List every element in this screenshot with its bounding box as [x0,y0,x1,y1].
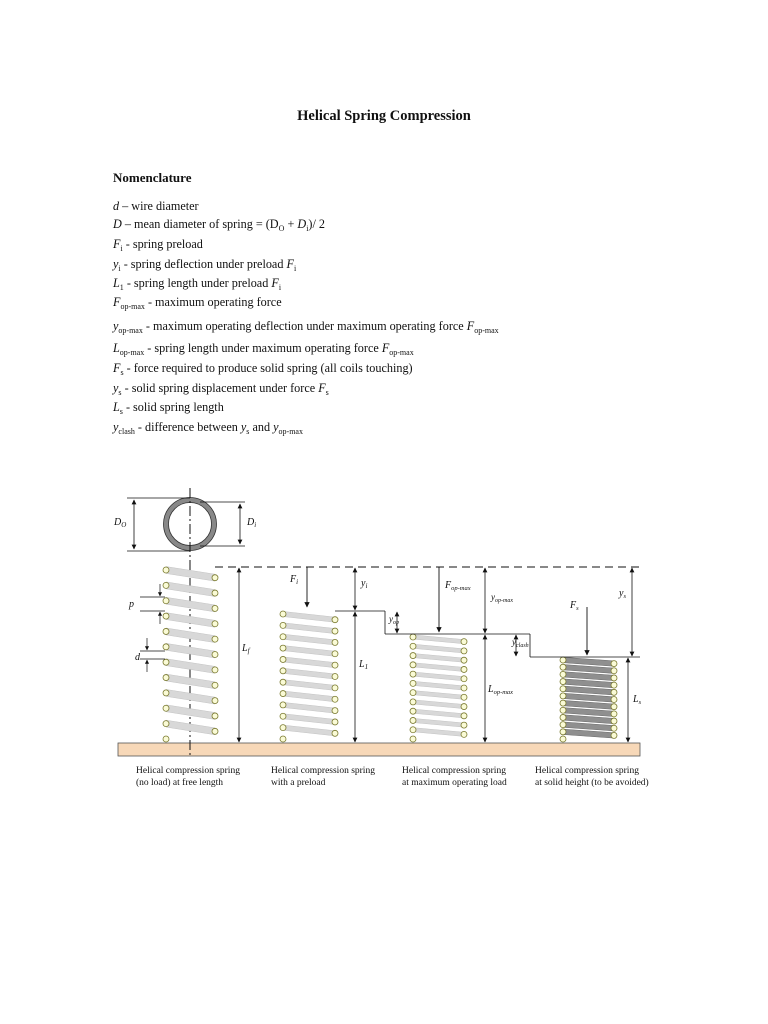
spring-solid-height [560,657,617,742]
coil-strip [413,663,464,672]
wire-section [461,676,467,682]
wire-section [163,582,169,588]
wire-section [280,679,286,685]
coil-strip [283,611,335,622]
wire-section [163,721,169,727]
wire-section [560,736,566,742]
wire-section [560,722,566,728]
wire-section [163,567,169,573]
spring-max-operating-load [410,634,467,742]
wire-section [280,702,286,708]
nomenclature-item: $y_i$ - spring deflection under preload $F_i$ [113,257,297,273]
wire-section [332,674,338,680]
svg-text:d: d [135,652,140,663]
wire-section [560,679,566,685]
section-heading-nomenclature: Nomenclature [113,170,192,185]
nomenclature-item: $L_1$ - spring length under preload $F_i$ [113,276,282,292]
wire-section [461,666,467,672]
wire-section [410,662,416,668]
caption-max-load: Helical compression spring at maximum operating load [402,766,507,788]
caption-solid-height: Helical compression spring at solid height (to be avoided) [535,766,649,788]
coil-strip [283,702,335,713]
wire-section [163,736,169,742]
wire-section [163,705,169,711]
wire-section [163,659,169,665]
wire-section [461,657,467,663]
coil-strip [413,691,464,700]
wire-section [611,668,617,674]
wire-section [332,708,338,714]
wire-section [212,682,218,688]
wire-section [212,575,218,581]
wire-section [280,668,286,674]
wire-section [611,697,617,703]
wire-section [611,732,617,738]
wire-section [560,671,566,677]
wire-section [212,590,218,596]
svg-text:Fs: $F_s$ [570,600,579,612]
spring-free-length [163,567,218,742]
wire-section [611,689,617,695]
svg-text:Di: $D_i$ [247,517,257,529]
wire-section [611,661,617,667]
nomenclature-item: $y_{op-max}$ - maximum operating deflection under maximum operating force $F_{op-max}$ [113,319,499,335]
wire-section [280,691,286,697]
coil-strip [283,623,335,634]
wire-section [560,686,566,692]
wire-section [212,667,218,673]
wire-section [280,634,286,640]
svg-text:DO: $D_O$ [114,517,127,529]
coil-strip [283,714,335,725]
wire-section [560,693,566,699]
svg-text:p: p [129,599,134,610]
svg-text:Lop-max: $L_{op-max}$ [488,684,514,696]
coil-strip [413,672,464,681]
caption-preload: Helical compression spring with a preload [271,766,375,788]
wire-section [611,704,617,710]
wire-section [611,725,617,731]
wire-section [212,728,218,734]
wire-section [560,707,566,713]
wire-section [560,657,566,663]
wire-section [410,708,416,714]
wire-section [410,634,416,640]
coil-strip [283,668,335,679]
wire-section [280,736,286,742]
wire-section [280,725,286,731]
wire-section [212,698,218,704]
page-title: Helical Spring Compression [297,108,471,124]
wire-section [280,611,286,617]
wire-section [332,628,338,634]
wire-section [560,664,566,670]
svg-text:yop-max: $y_{op-max}$ [491,592,513,604]
svg-text:yclash: $y_{clash}$ [512,637,529,649]
wire-section [410,736,416,742]
coil-strip [283,646,335,657]
wire-section [461,722,467,728]
svg-text:Lf: $L_f$ [242,643,250,655]
wire-section [332,639,338,645]
wire-section [410,653,416,659]
wire-section [611,675,617,681]
svg-text:yop: $y_{op}$ [389,614,399,626]
wire-diameter-dimension [140,638,165,672]
spring-with-preload [280,611,338,742]
nomenclature-item: D – mean diameter of spring = $(D_O + D_i)/$ 2 [113,217,326,233]
wire-section [212,636,218,642]
wire-section [461,694,467,700]
coil-strip [283,634,335,645]
wire-section [410,643,416,649]
wire-section [410,671,416,677]
coil-strip [413,709,464,718]
nomenclature-item: d – wire diameter [113,199,199,213]
nomenclature-item: $F_{op-max}$ - maximum operating force [113,295,282,311]
coil-strip [413,635,464,644]
wire-section [163,644,169,650]
svg-text:Fi: $F_i$ [290,574,299,586]
wire-section [461,704,467,710]
wire-section [212,652,218,658]
wire-section [280,713,286,719]
wire-section [332,719,338,725]
pitch-dimension [140,584,165,624]
wire-section [410,690,416,696]
wire-section [280,622,286,628]
wire-section [163,598,169,604]
wire-section [410,727,416,733]
svg-text:L1: $L_1$ [359,659,369,671]
wire-section [410,699,416,705]
wire-section [560,729,566,735]
nomenclature-item: $L_{op-max}$ - spring length under maximum operating force $F_{op-max}$ [113,341,414,357]
wire-section [212,621,218,627]
wire-section [410,680,416,686]
coil-strip [283,691,335,702]
coil-strip [413,700,464,709]
wire-section [163,628,169,634]
wire-section [461,731,467,737]
coil-strip [413,718,464,727]
wire-section [212,713,218,719]
coil-strip [413,681,464,690]
caption-free-length: Helical compression spring (no load) at free length [136,766,240,788]
wire-section [332,685,338,691]
wire-section [332,651,338,657]
wire-section [611,711,617,717]
wire-section [461,648,467,654]
svg-text:Ls: $L_s$ [633,694,642,706]
coil-strip [283,680,335,691]
wire-section [280,645,286,651]
wire-section [611,682,617,688]
wire-section [461,713,467,719]
coil-strip [283,725,335,736]
wire-section [560,700,566,706]
nomenclature-item: $F_s$ - force required to produce solid spring (all coils touching) [113,361,413,377]
svg-text:ys: $y_s$ [619,588,626,600]
wire-section [332,730,338,736]
wire-section [560,714,566,720]
wire-section [163,613,169,619]
coil-strip [413,644,464,653]
wire-section [280,656,286,662]
wire-section [163,675,169,681]
coil-strip [413,728,464,737]
nomenclature-item: $L_s$ - solid spring length [113,400,224,416]
wire-section [332,662,338,668]
wire-section [410,717,416,723]
nomenclature-item: $F_i$ - spring preload [113,237,203,253]
svg-text:yi: $y_i$ [361,578,368,590]
wire-section [332,617,338,623]
wire-section [461,639,467,645]
wire-section [332,696,338,702]
wire-section [163,690,169,696]
nomenclature-item: $y_s$ - solid spring displacement under force $F_s$ [113,381,329,397]
wire-section [212,605,218,611]
wire-section [611,718,617,724]
coil-strip [413,653,464,662]
base-plate [118,743,640,756]
wire-section [461,685,467,691]
coil-strip [283,657,335,668]
nomenclature-item: $y_{clash}$ - difference between $y_s$ and $y_{op-max}$ [113,420,303,436]
svg-text:Fop-max: $F_{op-max}$ [445,580,471,592]
